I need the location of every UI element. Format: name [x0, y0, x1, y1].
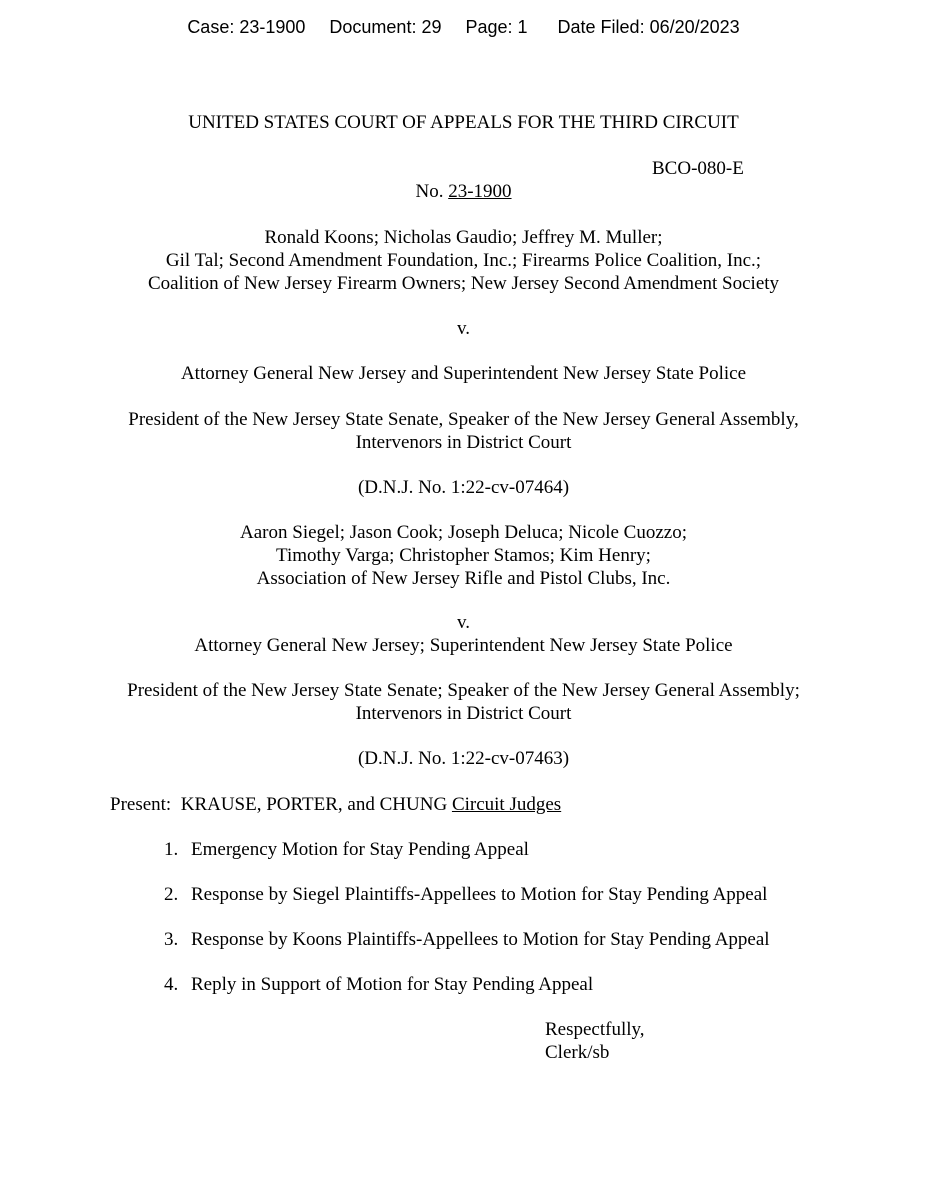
motion-text: Reply in Support of Motion for Stay Pending Appeal: [191, 974, 594, 995]
koons-intervenors-line: President of the New Jersey State Senate, Speaker of the New Jersey General Assembly,: [128, 409, 799, 430]
motion-text: Response by Siegel Plaintiffs-Appellees to Motion for Stay Pending Appeal: [191, 884, 768, 905]
signature-signer: Clerk/sb: [545, 1042, 610, 1063]
koons-intervenors: [0, 408, 927, 454]
case-label: Case: 23-1900: [187, 17, 306, 37]
siegel-district-number: (D.N.J. No. 1:22-cv-07463): [357, 748, 570, 769]
koons-district-number: (D.N.J. No. 1:22-cv-07464): [357, 477, 570, 498]
motion-item: [164, 883, 767, 906]
signature-block: [545, 1018, 645, 1064]
court-title: UNITED STATES COURT OF APPEALS FOR THE THIRD CIRCUIT: [188, 112, 739, 133]
present-judges: KRAUSE, PORTER, and CHUNG: [180, 794, 448, 815]
date-filed-label: Date Filed: 06/20/2023: [557, 17, 740, 37]
siegel-plaintiffs-line: Association of New Jersey Rifle and Pistol Clubs, Inc.: [256, 568, 671, 589]
koons-plaintiffs-line: Coalition of New Jersey Firearm Owners; New Jersey Second Amendment Society: [147, 273, 780, 294]
present-judges-title: Circuit Judges: [451, 794, 562, 815]
koons-plaintiffs-line: Gil Tal; Second Amendment Foundation, Inc.; Firearms Police Coalition, Inc.;: [165, 250, 762, 271]
siegel-versus: v.: [456, 612, 471, 633]
motion-number: 1.: [164, 839, 179, 860]
document-label: Document: 29: [329, 17, 442, 37]
motion-number: 2.: [164, 884, 179, 905]
siegel-intervenors: [0, 679, 927, 725]
koons-defendants: Attorney General New Jersey and Superintendent New Jersey State Police: [180, 363, 747, 384]
motion-text: Emergency Motion for Stay Pending Appeal: [191, 839, 529, 860]
siegel-intervenors-line: President of the New Jersey State Senate; Speaker of the New Jersey General Assembly;: [127, 680, 800, 701]
present-line: [110, 793, 561, 816]
koons-plaintiffs-line: Ronald Koons; Nicholas Gaudio; Jeffrey M. Muller;: [264, 227, 663, 248]
siegel-intervenors-line: Intervenors in District Court: [355, 703, 572, 724]
siegel-plaintiffs-line: Timothy Varga; Christopher Stamos; Kim Henry;: [276, 545, 651, 566]
signature-closing: Respectfully,: [545, 1019, 645, 1040]
motion-item: [164, 973, 593, 996]
page-label: Page: 1: [465, 17, 528, 37]
case-number: [0, 180, 927, 203]
koons-plaintiffs: [0, 226, 927, 295]
motion-item: [164, 838, 529, 861]
siegel-defendants: Attorney General New Jersey; Superintendent New Jersey State Police: [194, 635, 733, 656]
siegel-plaintiffs: [0, 521, 927, 590]
motion-number: 4.: [164, 974, 179, 995]
motion-item: [164, 928, 770, 951]
case-number-prefix: No.: [415, 181, 444, 202]
case-number-value: 23-1900: [448, 181, 512, 202]
koons-intervenors-line: Intervenors in District Court: [355, 432, 572, 453]
form-code: BCO-080-E: [652, 158, 744, 179]
motion-number: 3.: [164, 929, 179, 950]
present-label: Present:: [110, 794, 172, 815]
siegel-plaintiffs-line: Aaron Siegel; Jason Cook; Joseph Deluca; Nicole Cuozzo;: [240, 522, 687, 543]
filing-header: [0, 16, 927, 38]
motion-text: Response by Koons Plaintiffs-Appellees to Motion for Stay Pending Appeal: [191, 929, 770, 950]
koons-versus: v.: [456, 318, 471, 339]
